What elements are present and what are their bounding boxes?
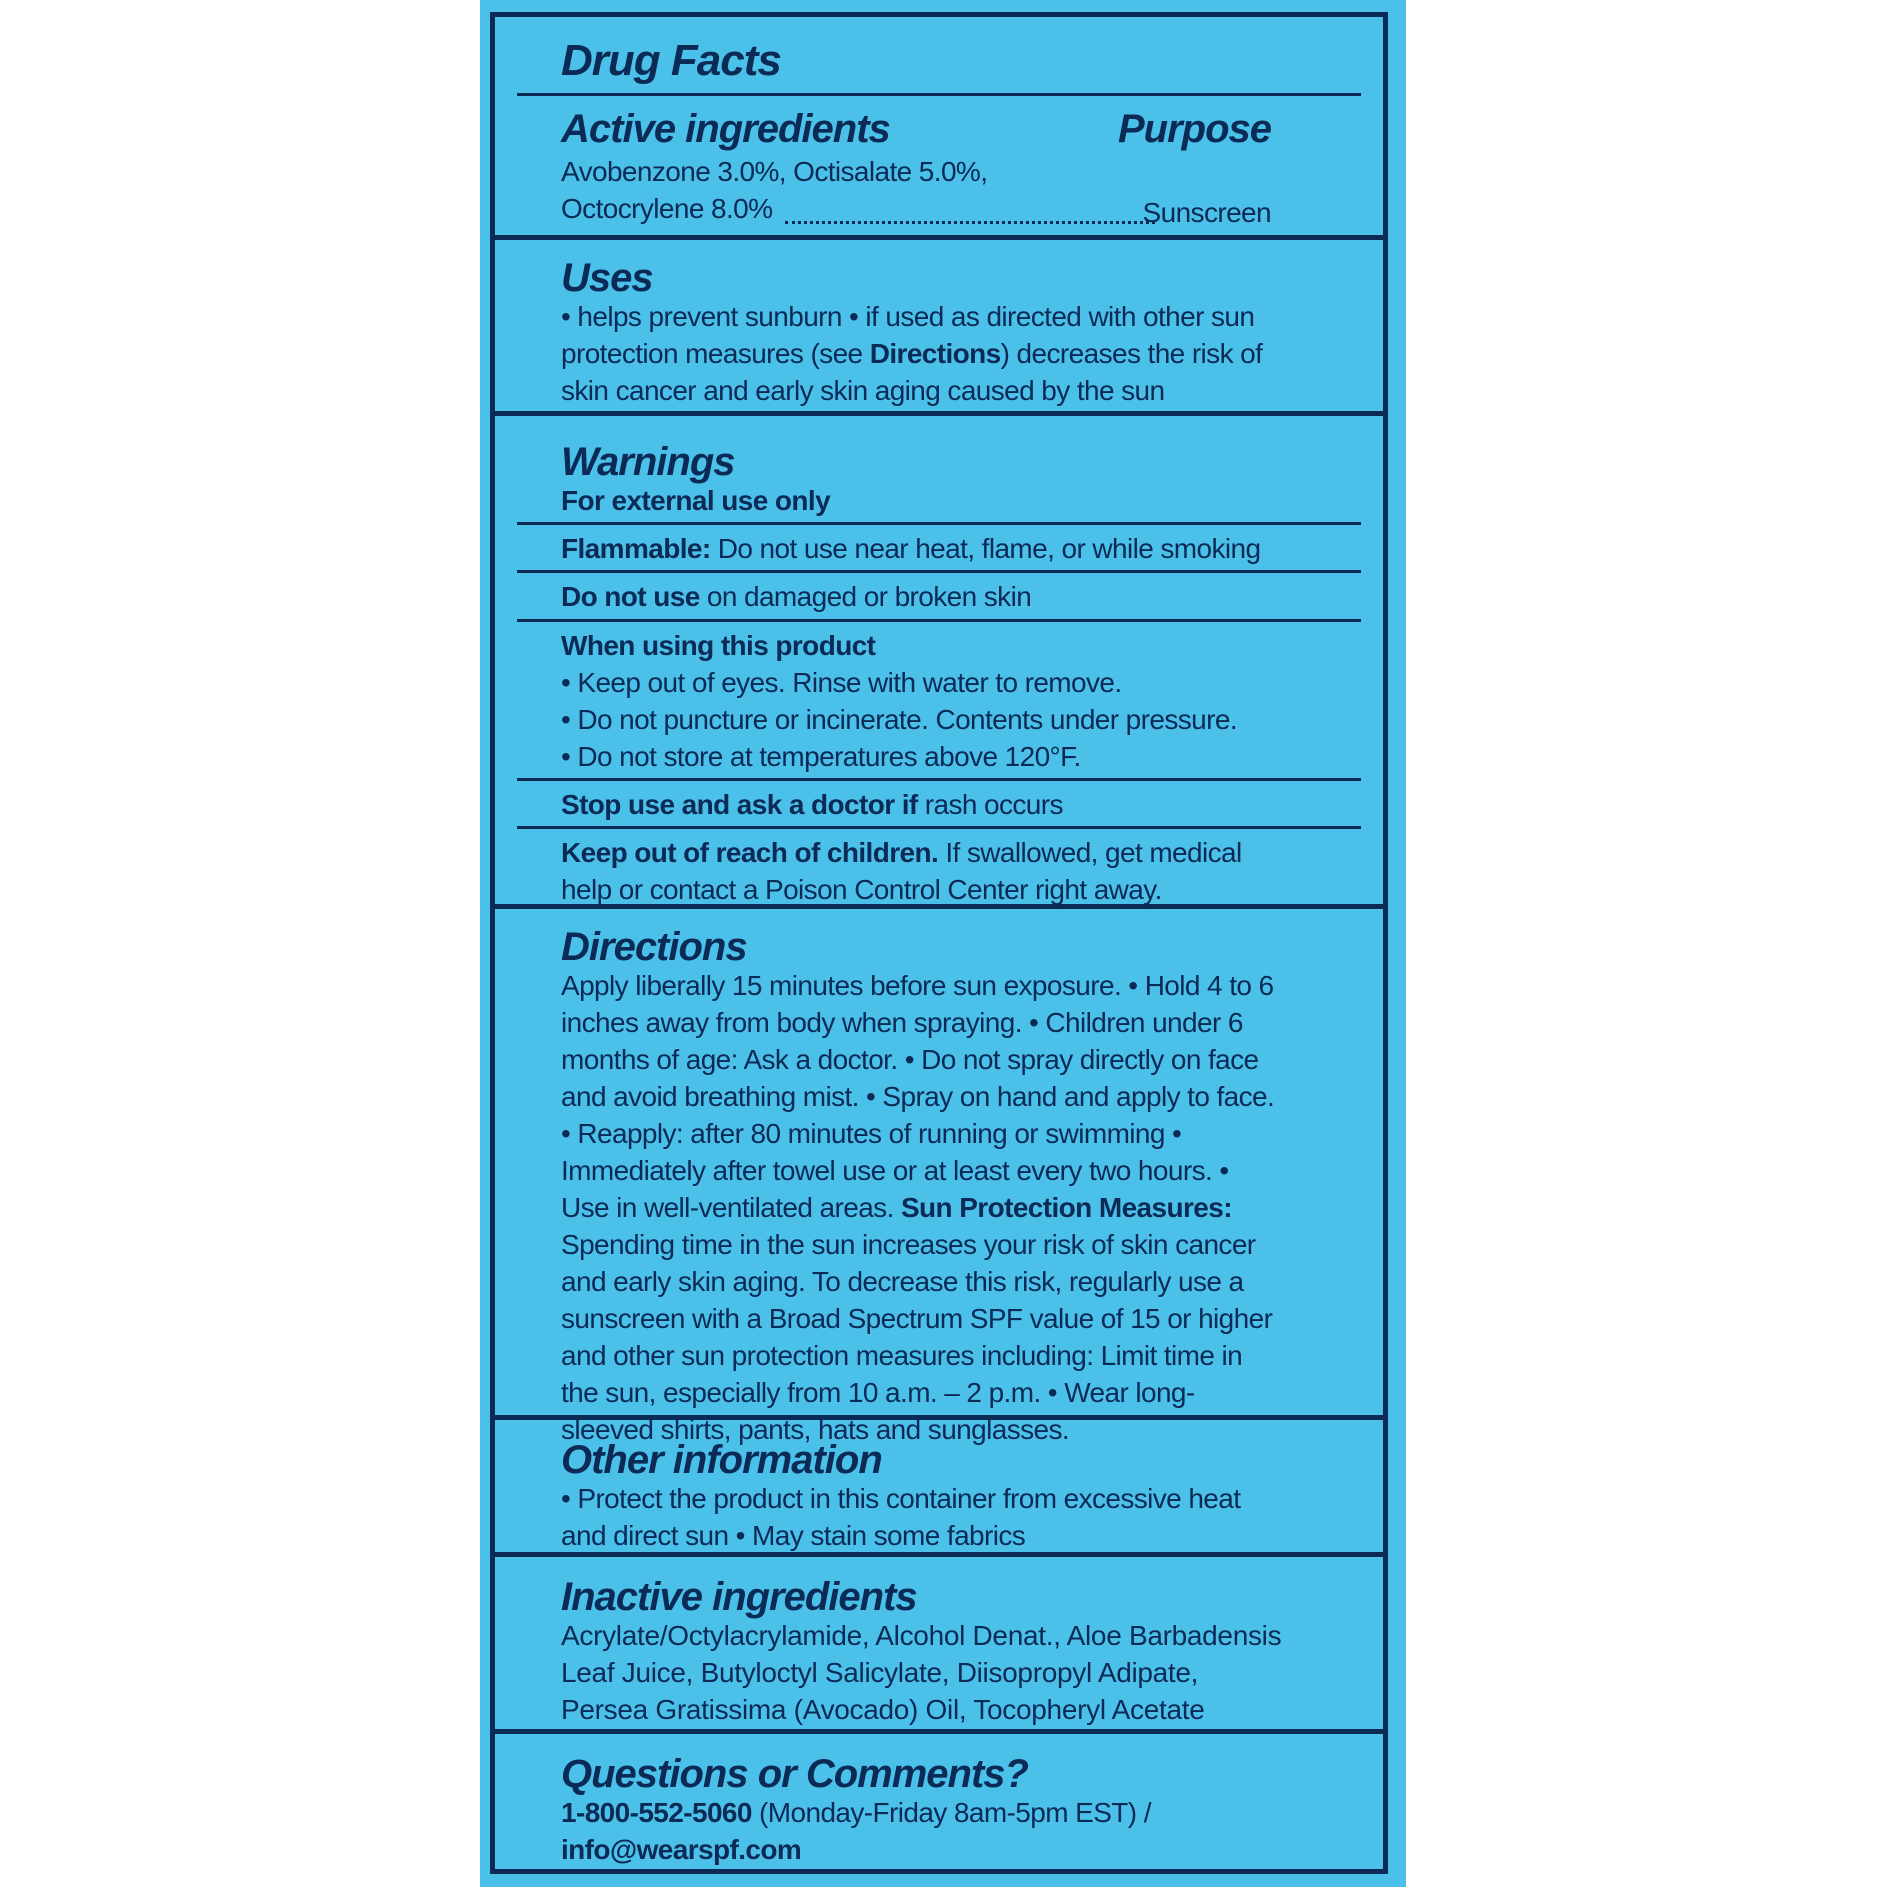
keep-out-of-reach-warning: Keep out of reach of children. If swallowed, get medical help or contact a Poison Control Center right away. (561, 837, 1242, 905)
warnings-divider-2 (517, 570, 1361, 573)
inactive-ingredients-section (495, 1557, 1383, 1734)
active-ingredient-line-2: Octocrylene 8.0% (561, 193, 773, 224)
warnings-heading: Warnings (561, 440, 735, 484)
when-using-bullet-3: • Do not store at temperatures above 120°F. (561, 741, 1081, 772)
stop-use-warning: Stop use and ask a doctor if rash occurs (561, 789, 1063, 820)
warnings-divider-5 (517, 826, 1361, 829)
active-ingredient-line-1: Avobenzone 3.0%, Octisalate 5.0%, (561, 156, 988, 187)
email-link[interactable]: info@wearspf.com (561, 1834, 802, 1865)
when-using-bullet-1: • Keep out of eyes. Rinse with water to remove. (561, 667, 1122, 698)
questions-contact-line: 1-800-552-5060 (Monday-Friday 8am-5pm EST) / (561, 1797, 1151, 1828)
active-ingredients-heading: Active ingredients (561, 107, 890, 151)
inactive-ingredients-heading: Inactive ingredients (561, 1575, 917, 1619)
page-title: Drug Facts (561, 36, 781, 85)
leader-dots (785, 221, 1155, 224)
phone-number[interactable]: 1-800-552-5060 (561, 1797, 752, 1828)
active-ingredients-section (495, 17, 1383, 240)
drug-facts-frame (490, 12, 1388, 1874)
uses-heading: Uses (561, 256, 653, 300)
purpose-value: Sunscreen (1142, 197, 1271, 228)
uses-section (495, 240, 1383, 416)
other-information-section (495, 1420, 1383, 1557)
directions-text: Apply liberally 15 minutes before sun exposure. • Hold 4 to 6 inches away from body when spraying. • Children under 6 months of age: Ask a doctor. • Do not spray directly on face and avoid breathing mist. • Spray on hand and apply to face. • Reapply: after 80 minutes of running or swimming • Immediately after towel use or at least every two hours. • Use in well-ventilated areas. Sun Protection Measures: Spending time in the sun increases your risk of skin cancer and early skin aging. To decrease this risk, regularly use a sunscreen with a Broad Spectrum SPF value of 15 or higher and other sun protection measures including: Limit time in the sun, especially from 10 a.m. – 2 p.m. • Wear long-sleeved shirts, pants, hats and sunglasses. (561, 970, 1275, 1445)
questions-section (495, 1734, 1383, 1874)
drug-facts-panel (480, 0, 1406, 1887)
directions-section (495, 909, 1383, 1445)
warnings-divider-4 (517, 778, 1361, 781)
external-use-label: For external use only (561, 485, 831, 516)
questions-heading: Questions or Comments? (561, 1752, 1028, 1796)
other-information-heading: Other information (561, 1438, 882, 1482)
when-using-heading: When using this product (561, 630, 876, 661)
warnings-section (495, 416, 1383, 909)
directions-heading: Directions (561, 925, 747, 969)
uses-text: • helps prevent sunburn • if used as directed with other sun protection measures (see Directions) decreases the risk of skin cancer and early skin aging caused by the sun (561, 301, 1263, 406)
inactive-ingredients-text: Acrylate/Octylacrylamide, Alcohol Denat., Aloe Barbadensis Leaf Juice, Butyloctyl Salicylate, Diisopropyl Adipate, Persea Gratissima (Avocado) Oil, Tocopheryl Acetate (561, 1620, 1282, 1725)
purpose-heading: Purpose (1117, 107, 1271, 151)
other-information-text: • Protect the product in this container from excessive heat and direct sun • May stain some fabrics (561, 1483, 1241, 1551)
flammable-warning: Flammable: Do not use near heat, flame, or while smoking (561, 533, 1261, 564)
title-divider (517, 93, 1361, 96)
when-using-bullet-2: • Do not puncture or incinerate. Contents under pressure. (561, 704, 1237, 735)
do-not-use-warning: Do not use on damaged or broken skin (561, 581, 1032, 612)
warnings-divider-3 (517, 619, 1361, 622)
warnings-divider-1 (517, 522, 1361, 525)
